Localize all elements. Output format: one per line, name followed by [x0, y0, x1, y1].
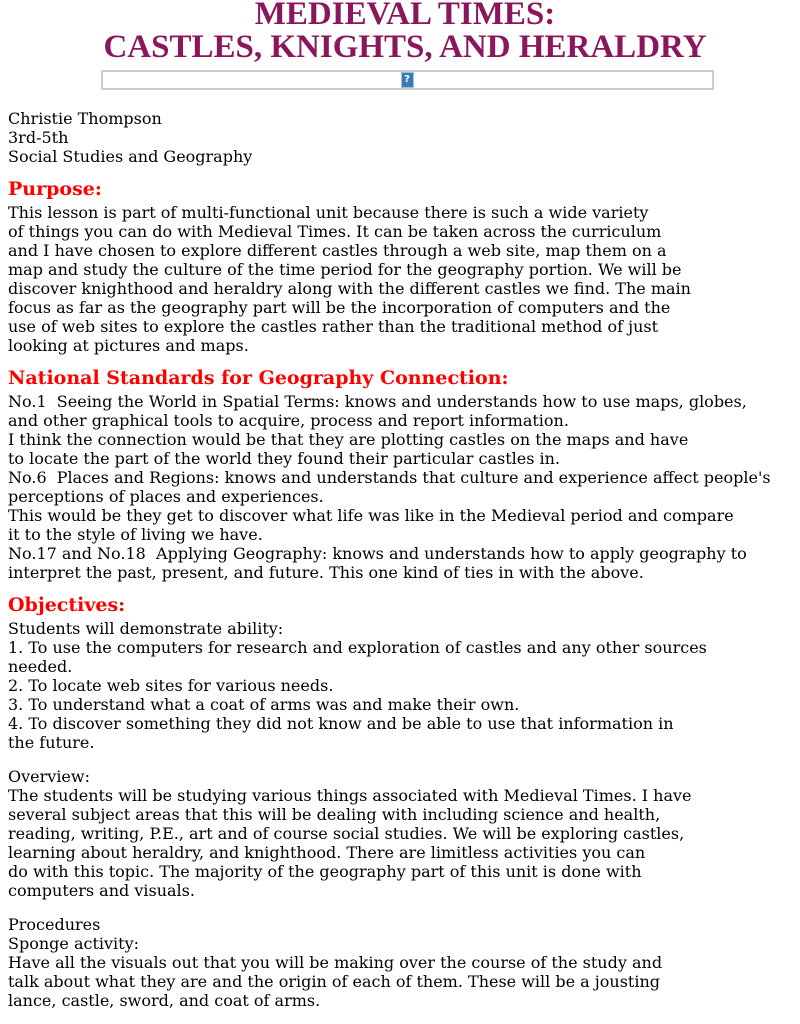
paragraph-line: No.17 and No.18 Applying Geography: knows and understands how to apply geography to — [8, 544, 747, 563]
paragraph-line: do with this topic. The majority of the geography part of this unit is done with — [8, 862, 642, 881]
paragraph-line: 3. To understand what a coat of arms was and make their own. — [8, 695, 520, 714]
section-paragraph — [8, 767, 792, 900]
section-paragraph — [8, 392, 792, 582]
paragraph-line: learning about heraldry, and knighthood. There are limitless activities you can — [8, 843, 646, 862]
paragraph-line: several subject areas that this will be dealing with including science and health, — [8, 805, 661, 824]
paragraph-line: interpret the past, present, and future. This one kind of ties in with the above. — [8, 563, 644, 582]
section-paragraph — [8, 619, 792, 752]
paragraph-line: Have all the visuals out that you will be making over the course of the study and — [8, 953, 663, 972]
paragraph-line: No.1 Seeing the World in Spatial Terms: knows and understands how to use maps, globes, — [8, 392, 747, 411]
paragraph-line: The students will be studying various things associated with Medieval Times. I have — [8, 786, 692, 805]
paragraph-line: 1. To use the computers for research and exploration of castles and any other sources — [8, 638, 707, 657]
page-title — [13, 0, 797, 64]
section-heading: National Standards for Geography Connection: — [8, 367, 509, 389]
paragraph-line: map and study the culture of the time period for the geography portion. We will be — [8, 260, 682, 279]
paragraph-line: No.6 Places and Regions: knows and understands that culture and experience affect people's — [8, 468, 771, 487]
paragraph-line: of things you can do with Medieval Times. It can be taken across the curriculum — [8, 222, 662, 241]
block-gap — [8, 752, 792, 767]
paragraph-line: reading, writing, P.E., art and of course social studies. We will be exploring castles, — [8, 824, 685, 843]
paragraph-line: computers and visuals. — [8, 881, 195, 900]
block-gap — [8, 900, 792, 915]
paragraph-line: talk about what they are and the origin of each of them. These will be a jousting — [8, 972, 660, 991]
paragraph-line: This would be they get to discover what life was like in the Medieval period and compare — [8, 506, 734, 525]
section-heading: Purpose: — [8, 178, 102, 200]
paragraph-line: Students will demonstrate ability: — [8, 619, 284, 638]
broken-image-frame — [101, 70, 714, 90]
paragraph-line: Procedures — [8, 915, 101, 934]
paragraph-line: to locate the part of the world they found their particular castles in. — [8, 449, 561, 468]
page-title-line2: CASTLES, KNIGHTS, AND HERALDRY — [103, 29, 707, 65]
paragraph-line: and I have chosen to explore different castles through a web site, map them on a — [8, 241, 667, 260]
section-paragraph — [8, 915, 792, 1010]
paragraph-line: 4. To discover something they did not know and be able to use that information in — [8, 714, 674, 733]
paragraph-line: Overview: — [8, 767, 90, 786]
paragraph-line: focus as far as the geography part will be the incorporation of computers and the — [8, 298, 671, 317]
paragraph-line: discover knighthood and heraldry along with the different castles we find. The main — [8, 279, 691, 298]
paragraph-line: This lesson is part of multi-functional unit because there is such a wide variety — [8, 203, 649, 222]
paragraph-line: lance, castle, sword, and coat of arms. — [8, 991, 321, 1010]
page-title-line1: MEDIEVAL TIMES: — [254, 0, 556, 32]
broken-image-icon: ? — [401, 72, 414, 88]
paragraph-line: looking at pictures and maps. — [8, 336, 249, 355]
paragraph-line: 2. To locate web sites for various needs. — [8, 676, 334, 695]
paragraph-line: use of web sites to explore the castles rather than the traditional method of just — [8, 317, 659, 336]
byline-line: Christie Thompson — [8, 109, 162, 128]
paragraph-line: and other graphical tools to acquire, process and report information. — [8, 411, 569, 430]
sections — [8, 178, 792, 1010]
byline-line: 3rd-5th — [8, 128, 69, 147]
section-paragraph — [8, 203, 792, 355]
section-heading: Objectives: — [8, 594, 126, 616]
byline — [8, 109, 792, 166]
byline-line: Social Studies and Geography — [8, 147, 253, 166]
paragraph-line: perceptions of places and experiences. — [8, 487, 324, 506]
paragraph-line: it to the style of living we have. — [8, 525, 263, 544]
paragraph-line: I think the connection would be that they are plotting castles on the maps and have — [8, 430, 689, 449]
paragraph-line: needed. — [8, 657, 73, 676]
paragraph-line: Sponge activity: — [8, 934, 139, 953]
paragraph-line: the future. — [8, 733, 95, 752]
